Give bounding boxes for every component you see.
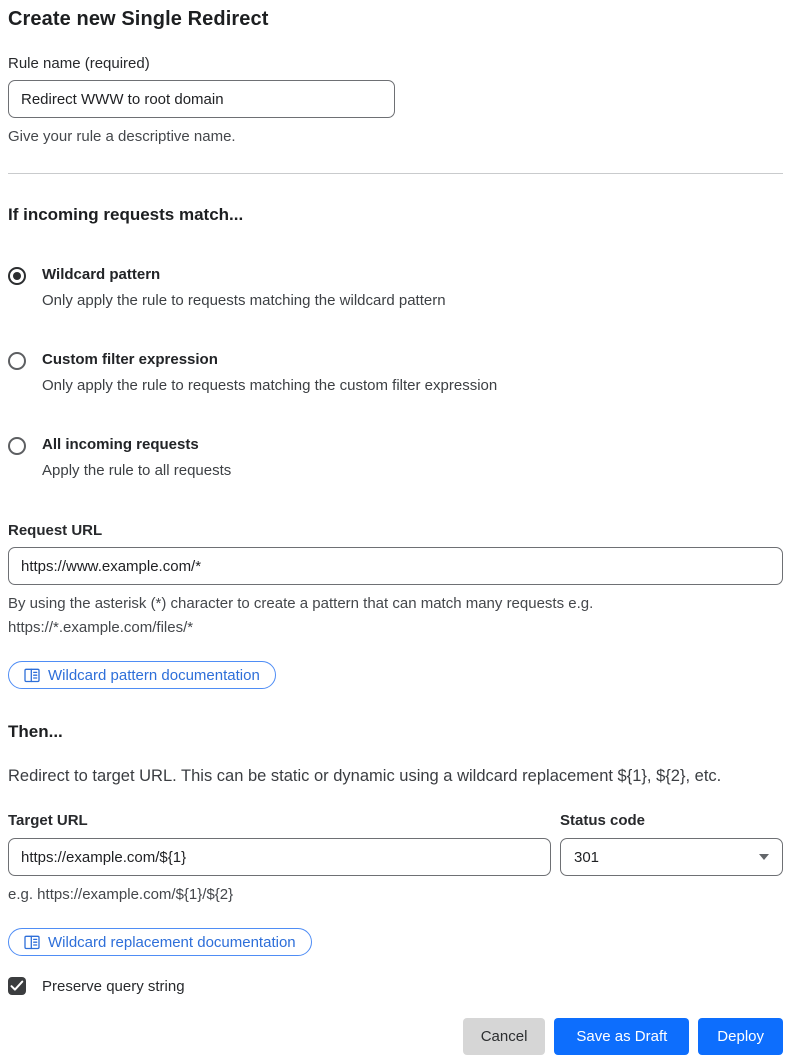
wildcard-pattern-docs-label: Wildcard pattern documentation (48, 666, 260, 684)
request-url-help-line2: https://*.example.com/files/* (8, 619, 194, 636)
radio-wildcard-pattern[interactable] (8, 267, 26, 285)
radio-all-requests[interactable] (8, 437, 26, 455)
book-open-icon (24, 668, 40, 683)
radio-option-all-requests[interactable] (8, 436, 783, 480)
preserve-query-checkbox[interactable] (8, 977, 26, 995)
target-url-label: Target URL (8, 812, 88, 829)
book-open-icon (24, 935, 40, 950)
wildcard-replacement-docs-label: Wildcard replacement documentation (48, 933, 296, 951)
radio-custom-filter[interactable] (8, 352, 26, 370)
request-url-help (8, 592, 783, 640)
target-url-help: e.g. https://example.com/${1}/${2} (8, 886, 234, 903)
radio-wildcard-pattern-label: Wildcard pattern (42, 266, 161, 283)
page-title: Create new Single Redirect (8, 8, 269, 30)
radio-all-requests-label: All incoming requests (42, 436, 199, 453)
rule-name-help: Give your rule a descriptive name. (8, 128, 236, 145)
status-code-label: Status code (560, 812, 646, 829)
rule-name-input[interactable] (8, 80, 395, 118)
radio-custom-filter-description: Only apply the rule to requests matching the custom filter expression (42, 377, 498, 394)
radio-all-requests-description: Apply the rule to all requests (42, 462, 232, 479)
deploy-button[interactable]: Deploy (698, 1018, 783, 1055)
save-as-draft-button[interactable]: Save as Draft (554, 1018, 689, 1055)
preserve-query-label: Preserve query string (42, 977, 185, 995)
cancel-button[interactable]: Cancel (463, 1018, 546, 1055)
wildcard-pattern-docs-button[interactable] (8, 661, 276, 689)
target-url-input[interactable] (8, 838, 551, 876)
status-code-select[interactable] (560, 838, 783, 876)
request-url-input[interactable] (8, 547, 783, 585)
then-section-description: Redirect to target URL. This can be static or dynamic using a wildcard replacement ${1}, ${2}, etc. (8, 767, 722, 785)
status-code-selected-value: 301 (574, 848, 600, 866)
wildcard-replacement-docs-button[interactable] (8, 928, 312, 956)
radio-wildcard-pattern-description: Only apply the rule to requests matching the wildcard pattern (42, 292, 446, 309)
request-url-help-line1: By using the asterisk (*) character to create a pattern that can match many requests e.g. (8, 595, 594, 612)
match-section-heading: If incoming requests match... (8, 205, 244, 224)
preserve-query-row[interactable] (8, 977, 783, 995)
chevron-down-icon (759, 854, 769, 860)
radio-custom-filter-label: Custom filter expression (42, 351, 218, 368)
request-url-label: Request URL (8, 522, 103, 539)
rule-name-label: Rule name (required) (8, 55, 150, 72)
then-section-heading: Then... (8, 722, 63, 741)
radio-option-custom-filter[interactable] (8, 351, 783, 395)
checkmark-icon (10, 980, 24, 992)
target-status-row (8, 812, 783, 907)
radio-option-wildcard-pattern[interactable] (8, 266, 783, 310)
footer-actions (8, 1018, 783, 1055)
section-divider (8, 173, 783, 174)
